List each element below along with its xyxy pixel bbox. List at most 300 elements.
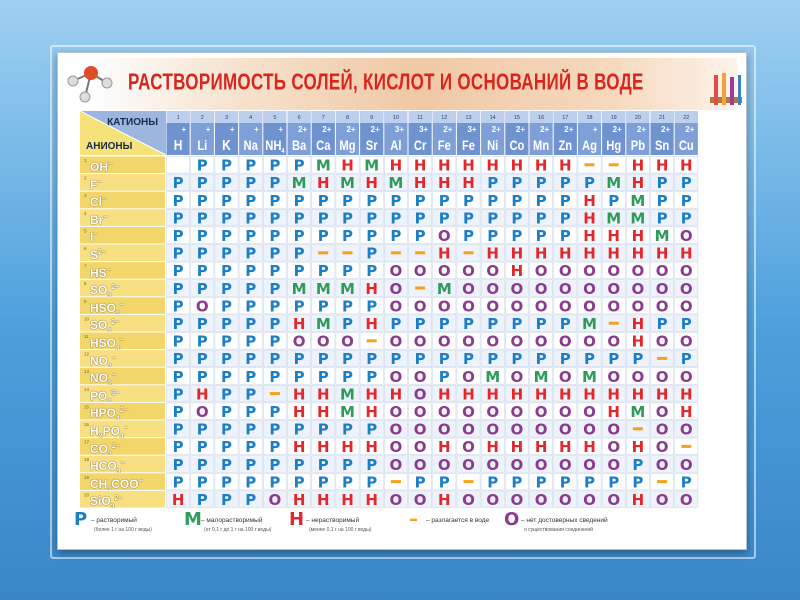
cation-symbol: Sr [365, 137, 378, 154]
solubility-value: P [293, 191, 305, 210]
solubility-value: P [680, 473, 692, 492]
solubility-value: H [462, 156, 475, 175]
cation-number: 10 [392, 115, 399, 121]
solubility-cell [675, 157, 698, 175]
cation-number: 1 [176, 115, 180, 121]
solubility-cell [554, 315, 577, 333]
solubility-value: P [390, 209, 402, 228]
solubility-value: P [172, 420, 184, 439]
solubility-cell [288, 385, 311, 403]
solubility-value: O [413, 455, 427, 474]
solubility-cell [530, 174, 553, 192]
solubility-cell [554, 456, 577, 474]
legend-subtext: (более 1 г на 100 г воды) [94, 527, 152, 533]
solubility-value: H [462, 385, 475, 404]
solubility-cell [481, 438, 504, 456]
solubility-value: O [679, 297, 693, 316]
solubility-cell [433, 473, 456, 491]
solubility-cell [288, 280, 311, 298]
legend-subtext: (от 0,1 г до 1 г на 100 г воды) [204, 527, 272, 533]
cation-symbol: Pb [630, 137, 646, 154]
solubility-value: P [342, 191, 353, 210]
solubility-value: P [196, 491, 208, 509]
solubility-value: P [245, 438, 257, 457]
solubility-cell [409, 192, 432, 210]
decomposes-mark [343, 251, 353, 254]
solubility-value: O [655, 438, 669, 457]
legend-symbol: P [74, 509, 88, 530]
solubility-cell [288, 157, 311, 175]
solubility-value: O [558, 367, 572, 386]
solubility-value: H [317, 438, 330, 457]
solubility-value: P [438, 367, 450, 386]
solubility-value: M [291, 174, 307, 193]
solubility-cell [530, 297, 553, 315]
solubility-value: H [680, 244, 693, 263]
cation-symbol: Al [390, 137, 402, 154]
solubility-cell [602, 315, 625, 332]
solubility-cell [530, 456, 553, 474]
solubility-value: O [413, 438, 427, 457]
solubility-value: P [511, 227, 523, 245]
solubility-cell [239, 157, 262, 175]
solubility-cell [530, 245, 553, 263]
solubility-value: H [365, 315, 378, 333]
solubility-cell [675, 209, 698, 227]
solubility-value: P [317, 209, 329, 228]
solubility-cell [651, 473, 674, 490]
solubility-value: O [389, 297, 403, 316]
solubility-value: O [462, 279, 475, 298]
solubility-value: O [655, 403, 669, 421]
solubility-value: O [558, 297, 572, 316]
solubility-cell [602, 368, 625, 386]
solubility-cell [457, 192, 480, 210]
solubility-value: P [438, 209, 450, 228]
solubility-value: O [510, 297, 524, 316]
decomposes-mark [585, 163, 595, 166]
solubility-cell [481, 209, 504, 227]
cation-number: 3 [224, 115, 229, 121]
solubility-value: O [462, 297, 475, 316]
solubility-value: H [510, 385, 524, 404]
solubility-value: O [607, 455, 621, 474]
solubility-cell [602, 245, 625, 263]
solubility-value: H [655, 244, 669, 263]
solubility-value: P [366, 473, 378, 492]
anion-number: 18 [84, 457, 90, 463]
legend-subtext: (менее 0,1 г на 100 г воды) [309, 527, 372, 533]
solubility-value: P [172, 262, 184, 281]
legend-text: – нет достоверных сведений [521, 517, 608, 524]
solubility-value: O [583, 420, 596, 439]
solubility-cell [554, 333, 577, 351]
solubility-value: P [559, 174, 571, 193]
solubility-cell [602, 403, 625, 421]
solubility-cell [457, 209, 480, 227]
solubility-cell [578, 174, 601, 192]
solubility-cell [239, 245, 262, 263]
solubility-cell [651, 456, 674, 474]
solubility-cell [457, 333, 480, 351]
solubility-value: P [487, 350, 499, 369]
solubility-cell [288, 174, 311, 192]
decomposes-mark [415, 251, 425, 254]
cation-charge: 2+ [540, 125, 550, 134]
solubility-cell [409, 403, 432, 421]
solubility-cell [409, 368, 432, 386]
solubility-value: P [221, 315, 232, 333]
cation-charge: 2+ [491, 125, 501, 134]
solubility-value: M [340, 385, 355, 404]
solubility-value: M [582, 367, 597, 386]
solubility-cell [312, 350, 335, 368]
solubility-cell [263, 368, 286, 386]
solubility-cell [409, 315, 432, 333]
solubility-value: O [655, 367, 669, 386]
solubility-cell [384, 174, 407, 192]
legend-text: – нерастворимый [306, 517, 360, 524]
solubility-value: P [245, 297, 257, 316]
solubility-cell [481, 174, 504, 192]
solubility-value: O [607, 279, 621, 298]
solubility-cell [336, 315, 359, 333]
solubility-cell [288, 227, 311, 245]
solubility-cell [578, 227, 601, 245]
solubility-cell [409, 350, 432, 368]
solubility-cell [384, 456, 407, 474]
solubility-cell [263, 491, 286, 509]
solubility-value: P [172, 350, 184, 369]
solubility-value: P [317, 297, 329, 316]
solubility-cell [215, 491, 238, 509]
solubility-value: P [293, 473, 305, 492]
solubility-value: P [632, 455, 644, 474]
solubility-cell [530, 280, 553, 298]
solubility-value: O [486, 455, 500, 474]
solubility-value: P [269, 156, 281, 175]
solubility-value: P [608, 191, 620, 210]
cation-symbol: Ni [487, 137, 499, 154]
solubility-value: O [462, 438, 475, 457]
solubility-value: H [292, 491, 306, 509]
solubility-cell [336, 209, 359, 227]
solubility-cell [602, 227, 625, 245]
solubility-cell [651, 174, 674, 192]
solubility-cell [651, 403, 674, 421]
solubility-value: O [389, 438, 403, 457]
solubility-cell [626, 491, 649, 509]
solubility-cell [554, 262, 577, 280]
solubility-value: O [462, 332, 475, 351]
solubility-cell [433, 438, 456, 456]
solubility-value: H [317, 385, 330, 404]
solubility-cell [239, 174, 262, 192]
solubility-value: P [269, 332, 281, 351]
solubility-value: O [583, 332, 596, 351]
solubility-value: P [414, 315, 426, 333]
solubility-value: M [340, 403, 355, 421]
solubility-cell [191, 385, 214, 403]
solubility-value: P [221, 209, 232, 228]
solubility-cell [675, 385, 698, 403]
solubility-value: H [631, 174, 645, 193]
cation-number: 20 [634, 115, 641, 121]
cation-charge: 3+ [467, 125, 477, 134]
solubility-value: O [510, 420, 524, 439]
anion-row [80, 262, 165, 280]
solubility-value: O [195, 403, 209, 421]
solubility-value: O [583, 297, 596, 316]
solubility-cell [602, 473, 625, 491]
cation-header [384, 111, 407, 155]
solubility-value: P [656, 174, 668, 193]
solubility-cell [457, 421, 480, 439]
solubility-cell [239, 350, 262, 368]
solubility-cell [481, 157, 504, 175]
solubility-value: P [317, 350, 329, 369]
solubility-cell [675, 403, 698, 421]
solubility-cell [288, 438, 311, 456]
solubility-value: P [196, 209, 208, 228]
solubility-value: H [365, 174, 378, 193]
solubility-cell [530, 227, 553, 245]
anion-row [80, 209, 165, 227]
solubility-cell [336, 385, 359, 403]
solubility-cell [215, 192, 238, 210]
solubility-value: H [438, 491, 451, 509]
solubility-cell [409, 421, 432, 439]
solubility-cell [626, 333, 649, 351]
solubility-cell [263, 297, 286, 315]
solubility-value: P [656, 191, 668, 210]
solubility-value: P [511, 473, 523, 492]
solubility-cell [626, 297, 649, 315]
solubility-value: P [245, 279, 257, 298]
solubility-value: P [245, 227, 257, 245]
solubility-value: P [293, 350, 305, 369]
solubility-cell [554, 227, 577, 245]
solubility-value: P [245, 491, 257, 509]
solubility-value: O [413, 367, 427, 386]
solubility-value: P [221, 156, 232, 175]
solubility-value: M [315, 279, 331, 298]
cation-header [578, 111, 601, 155]
solubility-cell [602, 421, 625, 439]
solubility-value: M [606, 174, 622, 193]
solubility-value: O [437, 420, 451, 439]
solubility-cell [360, 438, 383, 456]
solubility-cell [578, 403, 601, 421]
solubility-cell [191, 280, 214, 298]
solubility-cell [651, 315, 674, 333]
solubility-value: P [317, 262, 329, 281]
solubility-cell [626, 403, 649, 421]
cation-charge: 2+ [612, 125, 622, 134]
solubility-cell [651, 297, 674, 315]
solubility-value: P [342, 473, 353, 492]
solubility-value: O [413, 491, 427, 509]
cation-symbol: $NH_4$ [265, 137, 285, 156]
solubility-cell [433, 333, 456, 351]
solubility-cell [312, 192, 335, 210]
solubility-cell [505, 438, 528, 456]
solubility-value: P [511, 174, 523, 193]
solubility-cell [457, 368, 480, 386]
solubility-value: P [463, 209, 474, 228]
decomposes-mark [657, 480, 667, 483]
solubility-value: O [534, 297, 548, 316]
solubility-value: H [438, 244, 451, 263]
solubility-value: P [487, 191, 499, 210]
solubility-cell [191, 438, 214, 456]
solubility-cell [263, 421, 286, 439]
solubility-cell [675, 192, 698, 210]
solubility-value: P [559, 227, 571, 245]
solubility-value: H [583, 244, 596, 263]
solubility-cell [651, 157, 674, 175]
solubility-cell [360, 157, 383, 175]
solubility-value: M [364, 156, 380, 175]
solubility-cell [215, 473, 238, 491]
solubility-value: M [630, 191, 646, 210]
solubility-value: O [558, 420, 572, 439]
solubility-cell [312, 403, 335, 421]
solubility-cell [433, 350, 456, 368]
solubility-value: P [172, 315, 184, 333]
solubility-value: O [510, 403, 524, 421]
solubility-cell [481, 368, 504, 386]
solubility-value: O [655, 455, 669, 474]
solubility-value: O [389, 332, 403, 351]
solubility-value: P [511, 209, 523, 228]
solubility-value: P [438, 473, 450, 492]
cation-number: 14 [489, 115, 496, 121]
solubility-cell [409, 157, 432, 175]
decomposes-mark [609, 163, 619, 166]
solubility-cell [312, 491, 335, 509]
solubility-cell [651, 491, 674, 509]
solubility-cell [167, 315, 190, 333]
solubility-value: O [631, 367, 645, 386]
solubility-value: P [196, 455, 208, 474]
solubility-cell [167, 192, 190, 210]
solubility-cell [215, 403, 238, 421]
solubility-value: H [365, 385, 378, 404]
cation-charge: 2+ [298, 125, 308, 134]
anion-row [80, 191, 165, 209]
cation-header [409, 111, 432, 155]
solubility-value: H [559, 156, 572, 175]
solubility-cell [360, 192, 383, 210]
solubility-cell [433, 209, 456, 227]
solubility-value: P [535, 174, 547, 193]
solubility-cell [239, 297, 262, 315]
solubility-cell [530, 368, 553, 386]
cation-header [626, 111, 649, 155]
solubility-value: P [196, 279, 208, 298]
solubility-value: M [388, 174, 404, 193]
solubility-cell [409, 491, 432, 509]
solubility-value: H [559, 244, 572, 263]
solubility-cell [288, 403, 311, 421]
solubility-cell [578, 473, 601, 491]
solubility-cell [602, 209, 625, 227]
solubility-value: P [293, 262, 305, 281]
solubility-cell [481, 456, 504, 474]
solubility-cell [481, 473, 504, 491]
solubility-value: H [317, 174, 330, 193]
solubility-cell [409, 473, 432, 491]
solubility-cell [263, 403, 286, 421]
solubility-cell [384, 403, 407, 421]
solubility-cell [433, 280, 456, 298]
anion-number: 11 [84, 334, 89, 339]
solubility-cell [384, 192, 407, 210]
solubility-value: P [221, 174, 232, 193]
solubility-cell [336, 473, 359, 491]
solubility-value: O [510, 332, 524, 351]
solubility-value: P [535, 191, 547, 210]
solubility-cell [263, 350, 286, 368]
anion-formula: $S^{2-}$ [90, 248, 106, 262]
solubility-value: P [269, 191, 281, 210]
solubility-cell [312, 315, 335, 333]
solubility-value: H [631, 227, 645, 245]
solubility-value: P [487, 174, 499, 193]
anion-formula: Br− [90, 212, 108, 227]
cation-number: 21 [659, 115, 666, 121]
solubility-value: O [437, 455, 451, 474]
solubility-value: O [389, 367, 403, 386]
solubility-cell [336, 368, 359, 386]
solubility-cell [288, 333, 311, 351]
solubility-value: O [631, 279, 645, 298]
solubility-cell [602, 192, 625, 210]
solubility-value: P [245, 315, 257, 333]
solubility-cell [384, 297, 407, 315]
solubility-cell [651, 280, 674, 298]
solubility-value: O [679, 332, 693, 351]
solubility-value: O [389, 491, 403, 509]
solubility-cell [384, 315, 407, 333]
solubility-cell [167, 350, 190, 368]
solubility-cell [602, 491, 625, 509]
solubility-cell [384, 368, 407, 386]
solubility-value: P [172, 438, 184, 457]
solubility-value: P [342, 350, 353, 369]
solubility-cell [312, 209, 335, 227]
decomposes-mark [270, 392, 280, 395]
solubility-cell [505, 157, 528, 175]
solubility-value: P [245, 244, 257, 263]
solubility-value: P [293, 209, 305, 228]
solubility-cell [602, 350, 625, 368]
solubility-cell [167, 209, 190, 227]
solubility-value: P [342, 297, 353, 316]
solubility-cell [360, 491, 383, 509]
solubility-value: P [632, 473, 644, 492]
anion-formula: $CO_3^{2-}$ [90, 441, 120, 456]
solubility-cell [215, 157, 238, 175]
solubility-value: P [680, 209, 692, 228]
solubility-cell [263, 192, 286, 210]
solubility-cell [554, 421, 577, 439]
cation-header [336, 111, 359, 155]
solubility-value: P [366, 209, 378, 228]
solubility-cell [167, 280, 190, 298]
solubility-value: M [654, 227, 670, 245]
